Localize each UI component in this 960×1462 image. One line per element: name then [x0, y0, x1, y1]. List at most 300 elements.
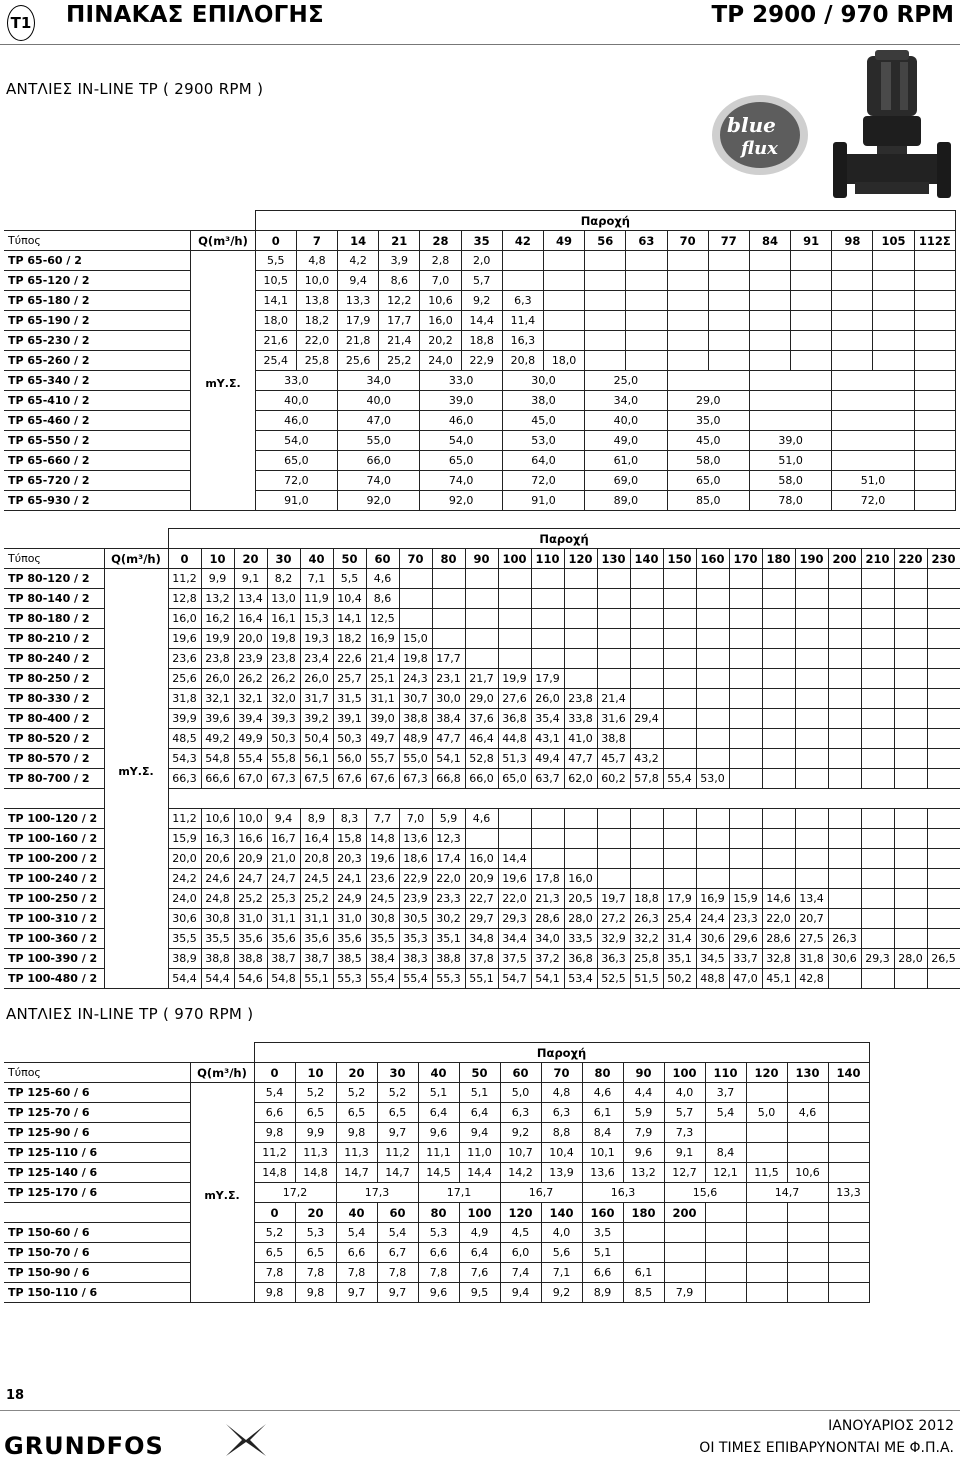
flow-header: 160 — [696, 549, 729, 569]
head-value: 33,0 — [420, 371, 502, 391]
head-value — [729, 709, 762, 729]
head-value: 20,8 — [300, 849, 333, 869]
blue-flux-logo — [712, 95, 808, 175]
head-value: 32,2 — [630, 929, 663, 949]
head-value — [708, 271, 749, 291]
head-value: 44,8 — [498, 729, 531, 749]
head-value: 46,0 — [420, 411, 502, 431]
head-value — [861, 749, 894, 769]
head-value — [597, 809, 630, 829]
head-value: 11,2 — [168, 809, 201, 829]
head-value: 66,6 — [201, 769, 234, 789]
head-value — [626, 311, 667, 331]
head-value — [729, 609, 762, 629]
table-row — [4, 569, 960, 589]
head-value: 35,5 — [201, 929, 234, 949]
head-value: 31,7 — [300, 689, 333, 709]
head-value — [585, 311, 626, 331]
head-value — [927, 849, 960, 869]
head-value — [663, 689, 696, 709]
pump-type: TP 80-570 / 2 — [4, 749, 104, 769]
head-value: 13,8 — [296, 291, 337, 311]
head-value — [828, 569, 861, 589]
head-value: 25,1 — [366, 669, 399, 689]
head-value: 4,6 — [366, 569, 399, 589]
flow-header: 7 — [296, 231, 337, 251]
head-value: 56,0 — [333, 749, 366, 769]
head-value: 5,0 — [500, 1083, 541, 1103]
head-value — [585, 251, 626, 271]
head-value: 67,5 — [300, 769, 333, 789]
head-value: 24,0 — [168, 889, 201, 909]
head-value: 54,3 — [168, 749, 201, 769]
head-value — [749, 331, 790, 351]
flow-header: 0 — [255, 231, 296, 251]
head-value — [746, 1223, 787, 1243]
head-value: 91,0 — [502, 491, 584, 511]
head-value: 20,8 — [502, 351, 543, 371]
head-value: 17,9 — [531, 669, 564, 689]
head-value: 38,7 — [300, 949, 333, 969]
head-value: 91,0 — [255, 491, 337, 511]
table-row — [4, 491, 956, 511]
pump-type: TP 125-170 / 6 — [4, 1183, 190, 1203]
head-value — [795, 649, 828, 669]
head-value: 6,4 — [459, 1243, 500, 1263]
head-value — [914, 451, 955, 471]
head-value: 39,4 — [234, 709, 267, 729]
head-value — [762, 829, 795, 849]
head-value: 17,7 — [379, 311, 420, 331]
head-value: 7,8 — [254, 1263, 295, 1283]
head-value: 56,1 — [300, 749, 333, 769]
head-value: 23,9 — [234, 649, 267, 669]
head-value: 72,0 — [832, 491, 914, 511]
head-value: 52,8 — [465, 749, 498, 769]
head-value: 30,0 — [502, 371, 584, 391]
head-value: 20,0 — [168, 849, 201, 869]
blank-cell — [104, 529, 168, 549]
head-value: 23,6 — [366, 869, 399, 889]
head-value: 33,5 — [564, 929, 597, 949]
head-value: 21,7 — [465, 669, 498, 689]
head-value: 17,2 — [254, 1183, 336, 1203]
head-value — [894, 609, 927, 629]
head-value: 10,4 — [333, 589, 366, 609]
head-value: 9,7 — [377, 1283, 418, 1303]
head-value: 12,7 — [664, 1163, 705, 1183]
head-value — [762, 869, 795, 889]
head-value: 38,4 — [366, 949, 399, 969]
head-value: 46,4 — [465, 729, 498, 749]
head-value: 66,0 — [338, 451, 420, 471]
head-value: 18,2 — [296, 311, 337, 331]
head-value: 14,8 — [366, 829, 399, 849]
head-value — [828, 1223, 869, 1243]
pump-type: TP 100-480 / 2 — [4, 969, 104, 989]
head-value: 21,4 — [597, 689, 630, 709]
head-value — [667, 251, 708, 271]
head-value: 14,5 — [418, 1163, 459, 1183]
svg-text:flux: flux — [741, 138, 778, 159]
head-value — [894, 749, 927, 769]
head-value — [927, 749, 960, 769]
pump-type: TP 80-330 / 2 — [4, 689, 104, 709]
head-value — [708, 251, 749, 271]
page-title: ΠΙΝΑΚΑΣ ΕΠΙΛΟΓΗΣ — [66, 2, 324, 28]
head-value — [729, 589, 762, 609]
head-value — [585, 351, 626, 371]
head-value: 16,6 — [234, 829, 267, 849]
head-value: 11,2 — [168, 569, 201, 589]
head-value — [543, 311, 584, 331]
head-value: 29,0 — [465, 689, 498, 709]
blank-cell — [191, 211, 255, 231]
head-value: 6,6 — [254, 1103, 295, 1123]
table-row — [4, 471, 956, 491]
head-value — [597, 649, 630, 669]
head-value: 51,3 — [498, 749, 531, 769]
head-value: 54,6 — [234, 969, 267, 989]
table-row — [4, 1243, 869, 1263]
head-value — [795, 849, 828, 869]
head-value: 7,1 — [541, 1263, 582, 1283]
head-value: 7,0 — [399, 809, 432, 829]
head-value: 25,2 — [379, 351, 420, 371]
head-value — [791, 251, 832, 271]
flow-header: 112Σ — [914, 231, 955, 251]
head-value — [564, 569, 597, 589]
flow-title: Παροχή — [255, 211, 955, 231]
head-value — [832, 331, 873, 351]
head-value — [861, 969, 894, 989]
head-value: 38,3 — [399, 949, 432, 969]
head-value — [762, 689, 795, 709]
head-value: 35,6 — [234, 929, 267, 949]
head-value: 51,0 — [832, 471, 914, 491]
head-value — [543, 271, 584, 291]
head-value — [630, 729, 663, 749]
head-value: 12,2 — [379, 291, 420, 311]
head-value: 50,3 — [333, 729, 366, 749]
head-value — [746, 1283, 787, 1303]
head-value: 26,3 — [630, 909, 663, 929]
head-value: 9,4 — [500, 1283, 541, 1303]
empty-cell — [828, 1203, 869, 1223]
head-value: 43,1 — [531, 729, 564, 749]
head-value — [432, 609, 465, 629]
table-row — [4, 331, 956, 351]
head-value: 25,4 — [663, 909, 696, 929]
head-value: 55,1 — [465, 969, 498, 989]
head-value — [498, 569, 531, 589]
head-value: 34,5 — [696, 949, 729, 969]
head-value — [762, 729, 795, 749]
head-value: 14,4 — [461, 311, 502, 331]
head-value: 23,8 — [564, 689, 597, 709]
flow-header: 200 — [664, 1203, 705, 1223]
head-value: 21,4 — [366, 649, 399, 669]
head-value: 23,4 — [300, 649, 333, 669]
head-value — [762, 849, 795, 869]
head-value: 30,7 — [399, 689, 432, 709]
head-value: 5,4 — [705, 1103, 746, 1123]
head-value: 35,5 — [366, 929, 399, 949]
head-value — [828, 1243, 869, 1263]
head-value: 40,0 — [255, 391, 337, 411]
head-value: 10,6 — [201, 809, 234, 829]
head-value: 29,3 — [498, 909, 531, 929]
head-value: 5,3 — [418, 1223, 459, 1243]
pump-type: TP 80-250 / 2 — [4, 669, 104, 689]
head-value: 5,0 — [746, 1103, 787, 1123]
pump-type: TP 150-70 / 6 — [4, 1243, 190, 1263]
head-value — [502, 271, 543, 291]
head-value: 29,6 — [729, 929, 762, 949]
head-value — [585, 291, 626, 311]
head-value — [894, 629, 927, 649]
head-value: 14,4 — [459, 1163, 500, 1183]
head-value — [795, 729, 828, 749]
head-value: 34,8 — [465, 929, 498, 949]
flow-header: 80 — [418, 1203, 459, 1223]
head-value — [696, 629, 729, 649]
head-value: 22,0 — [498, 889, 531, 909]
head-value: 28,0 — [564, 909, 597, 929]
head-value — [696, 869, 729, 889]
head-value — [861, 669, 894, 689]
head-value: 25,2 — [300, 889, 333, 909]
head-value: 11,3 — [336, 1143, 377, 1163]
head-value — [465, 829, 498, 849]
head-value: 74,0 — [420, 471, 502, 491]
head-value: 24,1 — [333, 869, 366, 889]
head-value: 27,5 — [795, 929, 828, 949]
head-value: 23,3 — [432, 889, 465, 909]
flow-header: 105 — [873, 231, 914, 251]
head-value — [630, 869, 663, 889]
head-value — [914, 351, 955, 371]
head-value: 17,1 — [418, 1183, 500, 1203]
head-value: 31,1 — [267, 909, 300, 929]
head-value: 4,6 — [465, 809, 498, 829]
head-value: 4,8 — [296, 251, 337, 271]
head-value: 5,9 — [432, 809, 465, 829]
flow-header: 140 — [630, 549, 663, 569]
head-value: 25,8 — [630, 949, 663, 969]
head-value — [927, 689, 960, 709]
blank-cell — [168, 789, 960, 809]
head-value — [894, 649, 927, 669]
head-value — [729, 649, 762, 669]
head-value: 6,6 — [418, 1243, 459, 1263]
head-value — [762, 769, 795, 789]
head-value — [861, 729, 894, 749]
head-value: 38,8 — [201, 949, 234, 969]
head-value: 55,4 — [234, 749, 267, 769]
head-value — [828, 969, 861, 989]
pump-type: TP 65-120 / 2 — [4, 271, 191, 291]
head-value — [705, 1223, 746, 1243]
head-value: 51,5 — [630, 969, 663, 989]
head-value — [894, 969, 927, 989]
head-value — [630, 569, 663, 589]
head-value: 38,7 — [267, 949, 300, 969]
head-value: 8,4 — [705, 1143, 746, 1163]
head-value: 9,2 — [500, 1123, 541, 1143]
head-value: 51,0 — [749, 451, 831, 471]
head-value — [749, 411, 831, 431]
head-value: 23,8 — [201, 649, 234, 669]
head-value: 8,6 — [366, 589, 399, 609]
flow-header: 90 — [465, 549, 498, 569]
head-value: 20,0 — [234, 629, 267, 649]
head-value — [663, 629, 696, 649]
head-value: 35,3 — [399, 929, 432, 949]
head-value: 47,0 — [729, 969, 762, 989]
head-value: 19,8 — [267, 629, 300, 649]
head-value: 36,3 — [597, 949, 630, 969]
head-value: 40,0 — [338, 391, 420, 411]
head-value: 4,6 — [582, 1083, 623, 1103]
head-value — [696, 669, 729, 689]
head-value — [630, 609, 663, 629]
flow-header: 200 — [828, 549, 861, 569]
head-value: 24,5 — [366, 889, 399, 909]
head-value: 48,8 — [696, 969, 729, 989]
head-value: 20,6 — [201, 849, 234, 869]
flow-header: 98 — [832, 231, 873, 251]
head-value — [564, 849, 597, 869]
head-value: 49,4 — [531, 749, 564, 769]
head-value: 12,5 — [366, 609, 399, 629]
head-value — [502, 251, 543, 271]
head-value: 13,6 — [582, 1163, 623, 1183]
head-value — [663, 809, 696, 829]
head-value: 18,0 — [255, 311, 296, 331]
empty-cell — [705, 1203, 746, 1223]
head-value: 85,0 — [667, 491, 749, 511]
pump-type: TP 100-240 / 2 — [4, 869, 104, 889]
head-value: 34,0 — [531, 929, 564, 949]
flow-title-row — [4, 529, 960, 549]
head-value: 9,6 — [418, 1283, 459, 1303]
head-value: 15,9 — [168, 829, 201, 849]
flow-header: 150 — [663, 549, 696, 569]
head-value: 9,4 — [338, 271, 379, 291]
head-value — [543, 251, 584, 271]
head-value — [564, 589, 597, 609]
table-row — [4, 1183, 869, 1203]
head-value — [564, 609, 597, 629]
head-value — [531, 569, 564, 589]
head-value: 16,7 — [500, 1183, 582, 1203]
head-value: 6,3 — [500, 1103, 541, 1123]
head-value — [597, 569, 630, 589]
table-970-tp125-tp150 — [4, 1042, 870, 1303]
head-value — [708, 351, 749, 371]
head-value: 55,3 — [333, 969, 366, 989]
head-value — [791, 351, 832, 371]
head-value: 65,0 — [667, 471, 749, 491]
head-value — [663, 729, 696, 749]
head-value: 20,3 — [333, 849, 366, 869]
head-value: 26,0 — [300, 669, 333, 689]
flow-header: 20 — [234, 549, 267, 569]
head-value: 8,3 — [333, 809, 366, 829]
head-value: 4,9 — [459, 1223, 500, 1243]
head-value: 6,3 — [541, 1103, 582, 1123]
table-row — [4, 1163, 869, 1183]
head-value: 22,0 — [296, 331, 337, 351]
head-value — [663, 829, 696, 849]
pump-type: TP 65-230 / 2 — [4, 331, 191, 351]
head-value: 9,7 — [377, 1123, 418, 1143]
head-value — [861, 809, 894, 829]
head-value: 37,6 — [465, 709, 498, 729]
head-value — [787, 1263, 828, 1283]
head-value: 9,9 — [201, 569, 234, 589]
flow-header: 28 — [420, 231, 461, 251]
head-value: 6,0 — [500, 1243, 541, 1263]
head-value — [828, 889, 861, 909]
head-value: 55,0 — [399, 749, 432, 769]
head-value — [664, 1223, 705, 1243]
head-value: 63,7 — [531, 769, 564, 789]
head-value: 74,0 — [338, 471, 420, 491]
head-value: 5,1 — [582, 1243, 623, 1263]
head-value: 6,5 — [295, 1103, 336, 1123]
flow-header: 0 — [254, 1203, 295, 1223]
grundfos-mark-icon — [222, 1420, 270, 1460]
head-value: 49,0 — [585, 431, 667, 451]
head-value: 39,3 — [267, 709, 300, 729]
head-value: 5,5 — [255, 251, 296, 271]
head-value: 2,8 — [420, 251, 461, 271]
head-value — [894, 809, 927, 829]
head-value — [696, 749, 729, 769]
head-value — [828, 729, 861, 749]
head-value: 32,1 — [234, 689, 267, 709]
pump-type: TP 150-60 / 6 — [4, 1223, 190, 1243]
head-value: 4,6 — [787, 1103, 828, 1123]
head-value — [832, 271, 873, 291]
head-value: 42,8 — [795, 969, 828, 989]
head-value: 18,2 — [333, 629, 366, 649]
head-value — [828, 589, 861, 609]
flow-header: 180 — [623, 1203, 664, 1223]
head-value: 9,2 — [461, 291, 502, 311]
head-value: 54,4 — [168, 969, 201, 989]
head-value: 6,3 — [502, 291, 543, 311]
head-value: 14,4 — [498, 849, 531, 869]
head-value — [832, 351, 873, 371]
head-value — [795, 809, 828, 829]
head-value — [861, 869, 894, 889]
head-value: 9,5 — [459, 1283, 500, 1303]
head-value: 6,5 — [295, 1243, 336, 1263]
head-value — [828, 769, 861, 789]
head-value: 9,7 — [336, 1283, 377, 1303]
head-value: 7,4 — [500, 1263, 541, 1283]
head-value — [564, 629, 597, 649]
head-value — [663, 709, 696, 729]
pump-type: TP 100-250 / 2 — [4, 889, 104, 909]
head-value: 13,3 — [828, 1183, 869, 1203]
head-value: 26,3 — [828, 929, 861, 949]
head-value: 58,0 — [749, 471, 831, 491]
head-value: 39,2 — [300, 709, 333, 729]
